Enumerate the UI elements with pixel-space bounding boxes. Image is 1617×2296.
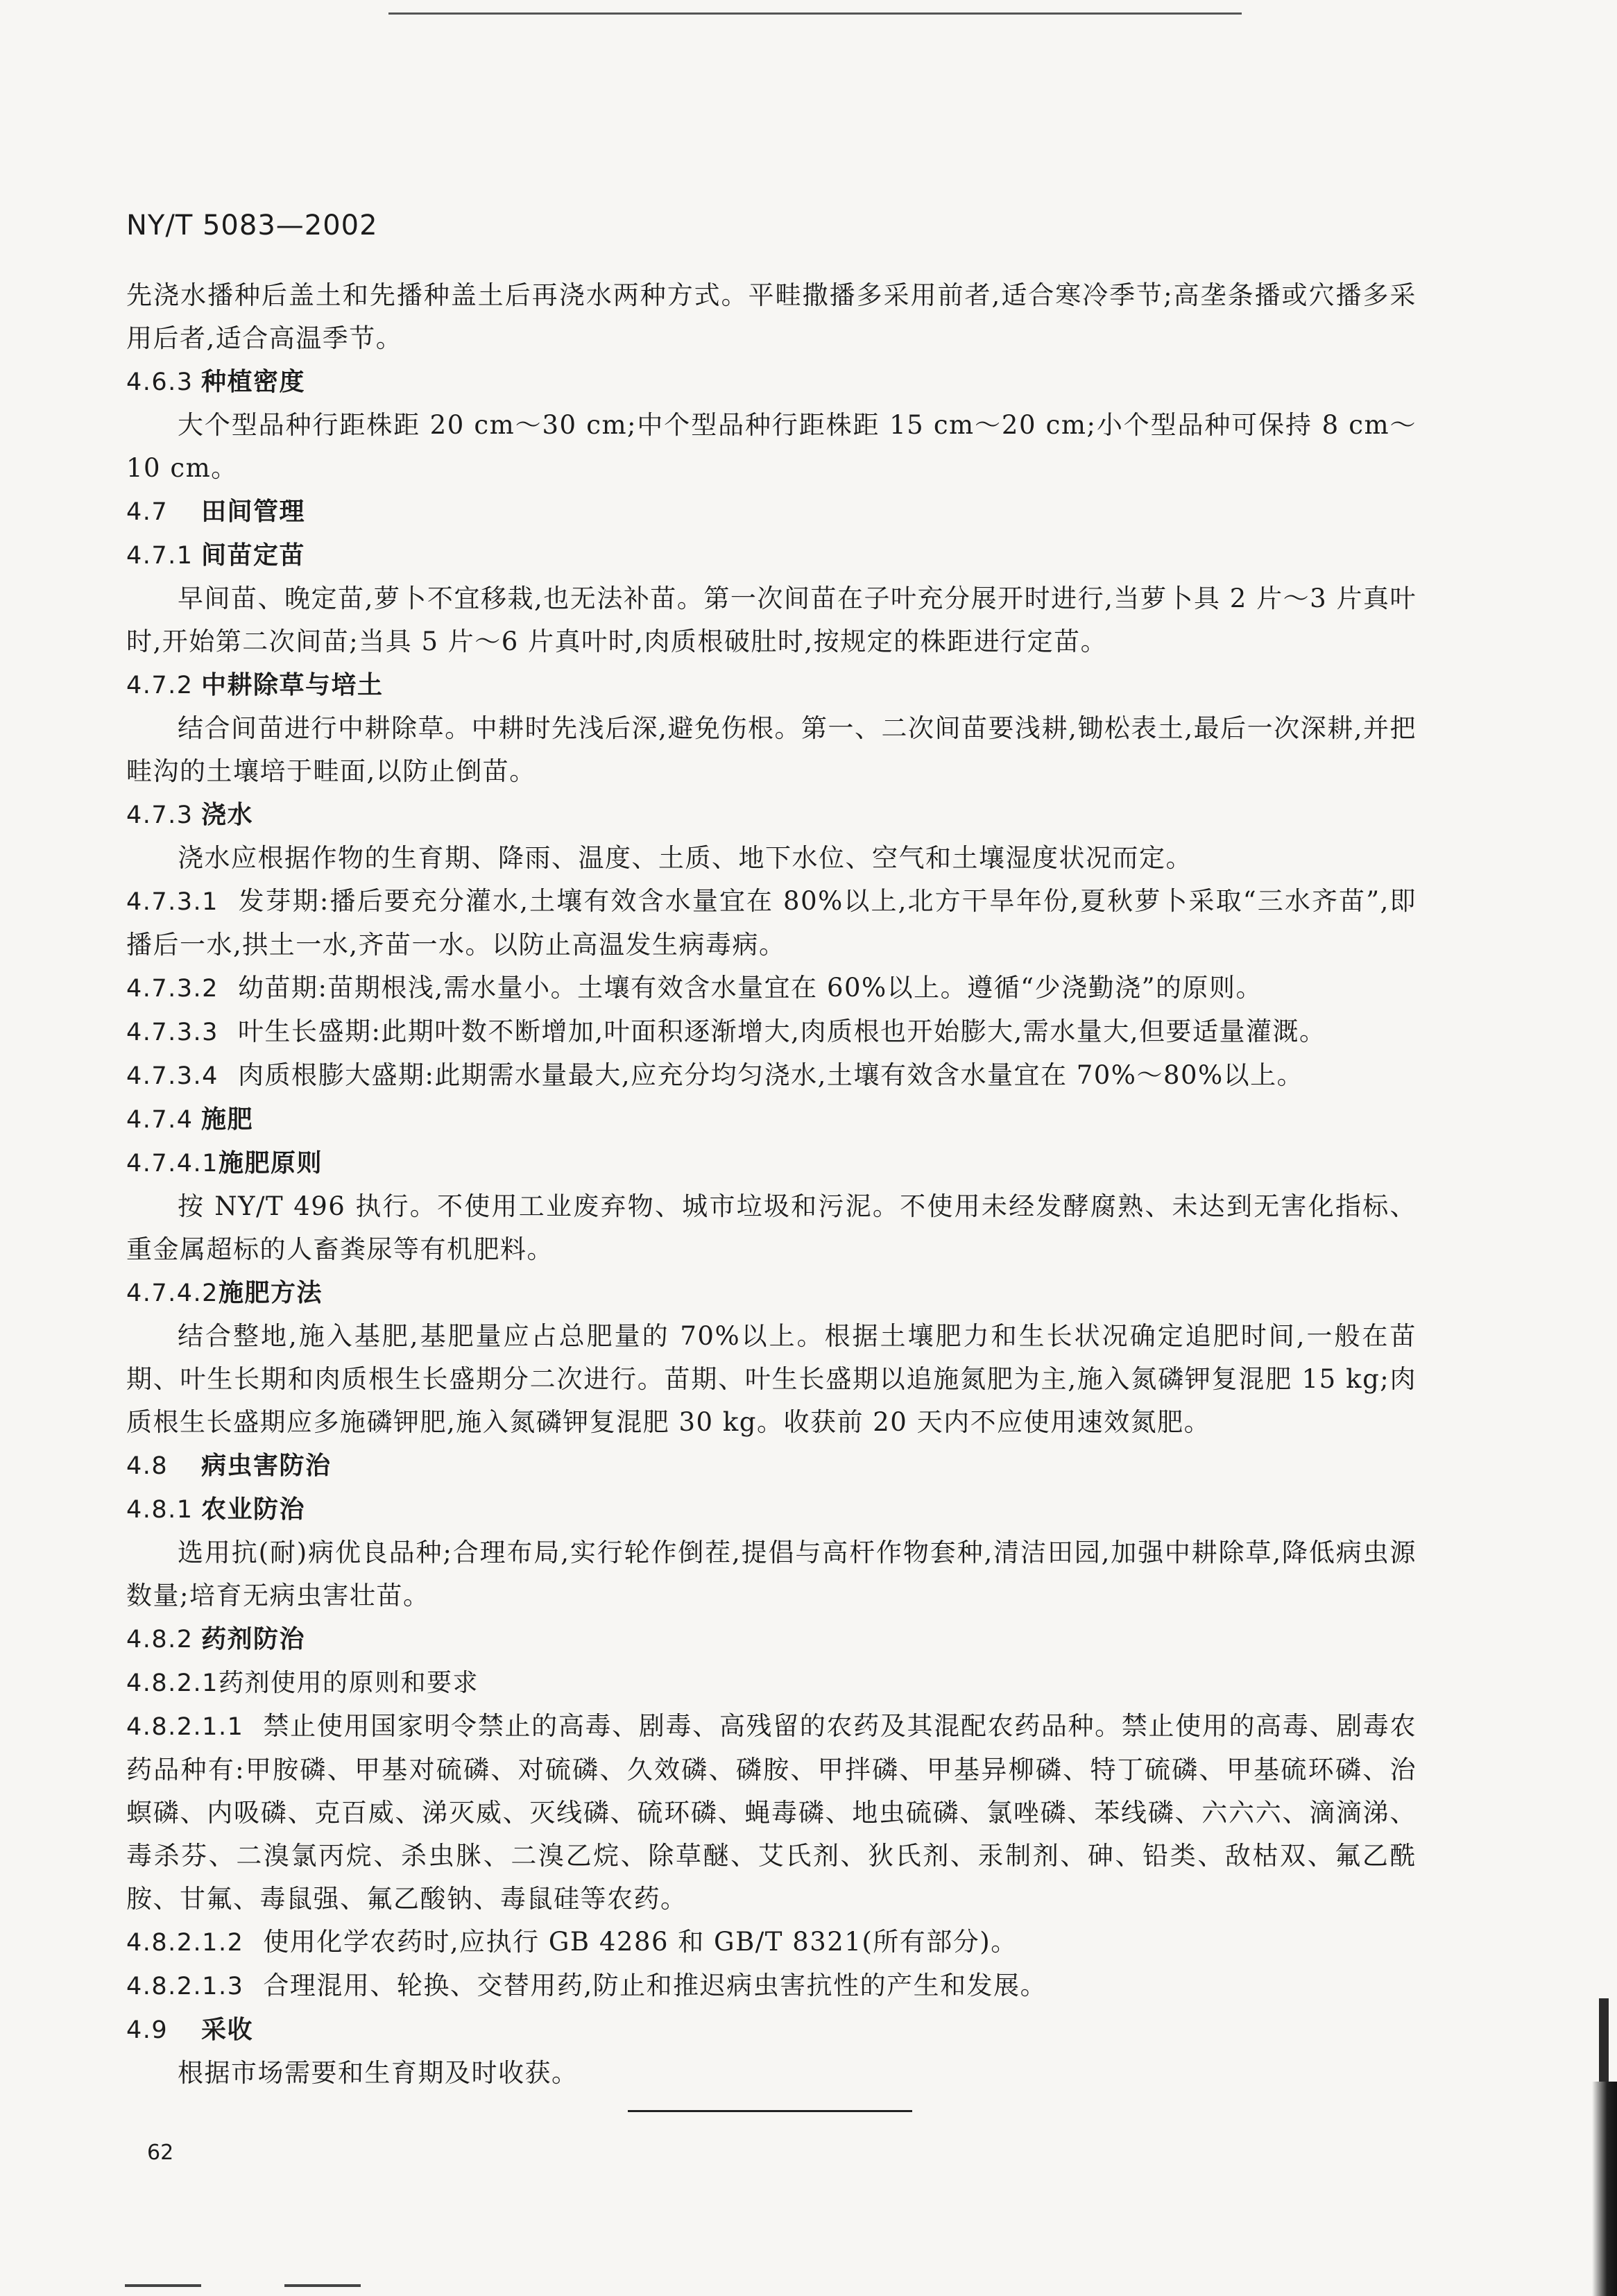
section-number: 4.8 [126, 1452, 169, 1480]
section-heading [126, 1661, 1417, 1705]
page-number: 62 [147, 2141, 174, 2165]
section-title: 田间管理 [201, 498, 306, 526]
section-number: 4.7.2 [126, 672, 194, 699]
numbered-clause [126, 967, 1417, 1010]
scan-edge-mark [1599, 1998, 1609, 2082]
section-title: 采收 [201, 2016, 254, 2044]
section-heading [126, 490, 1417, 534]
section-heading [126, 1141, 1417, 1185]
section-number: 4.7.1 [126, 542, 194, 570]
section-title: 药剂防治 [201, 1625, 306, 1653]
section-title: 农业防治 [201, 1495, 306, 1524]
numbered-clause [126, 1921, 1417, 1964]
paragraph: 结合整地,施入基肥,基肥量应占总肥量的 70%以上。根据土壤肥力和生长状况确定追肥时间,一般在苗期、叶生长期和肉质根生长盛期分二次进行。苗期、叶生长盛期以追施氮肥为主,施入氮磷钾复混肥 15 kg;肉质根生长盛期应多施磷钾肥,施入氮磷钾复混肥 30 kg。收获前 20 天内不应使用速效氮肥。 [126, 1321, 1417, 1437]
section-heading [126, 1098, 1417, 1141]
section-title: 种植密度 [201, 368, 306, 396]
numbered-clause [126, 1010, 1417, 1054]
clause-number: 4.8.2.1.3 [126, 1973, 244, 2000]
clause-text: 肉质根膨大盛期:此期需水量最大,应充分均匀浇水,土壤有效含水量宜在 70%～80%以上。 [237, 1060, 1304, 1090]
numbered-clause [126, 1054, 1417, 1098]
section-number: 4.7.4 [126, 1106, 194, 1134]
end-rule [628, 2110, 912, 2112]
section-heading [126, 793, 1417, 837]
scan-bottom-mark [125, 2284, 201, 2287]
clause-text: 幼苗期:苗期根浅,需水量小。土壤有效含水量宜在 60%以上。遵循“少浇勤浇”的原则。 [237, 973, 1263, 1003]
paragraph: 选用抗(耐)病优良品种;合理布局,实行轮作倒茬,提倡与高杆作物套种,清洁田园,加强中耕除草,降低病虫源数量;培育无病虫害壮苗。 [126, 1538, 1417, 1610]
section-number: 4.7.3 [126, 801, 194, 829]
numbered-clause [126, 1705, 1417, 1921]
paragraph: 浇水应根据作物的生育期、降雨、温度、土质、地下水位、空气和土壤湿度状况而定。 [178, 843, 1192, 873]
section-title: 间苗定苗 [201, 541, 306, 570]
section-title: 病虫害防治 [201, 1452, 332, 1480]
section-number: 4.7.4.2 [126, 1279, 219, 1307]
section-title: 中耕除草与培土 [201, 671, 384, 699]
paragraph: 早间苗、晚定苗,萝卜不宜移栽,也无法补苗。第一次间苗在子叶充分展开时进行,当萝卜具 2 片～3 片真叶时,开始第二次间苗;当具 5 片～6 片真叶时,肉质根破肚时,按规定的株距进行定苗。 [126, 584, 1417, 656]
numbered-clause [126, 880, 1417, 967]
clause-number: 4.8.2.1.2 [126, 1929, 244, 1957]
section-heading [126, 1444, 1417, 1488]
paragraph: 先浇水播种后盖土和先播种盖土后再浇水两种方式。平畦撒播多采用前者,适合寒冷季节;高垄条播或穴播多采用后者,适合高温季节。 [126, 280, 1417, 353]
section-number: 4.8.2 [126, 1626, 194, 1653]
clause-number: 4.8.2.1.1 [126, 1713, 244, 1741]
section-heading [126, 360, 1417, 404]
clause-text: 合理混用、轮换、交替用药,防止和推迟病虫害抗性的产生和发展。 [263, 1971, 1047, 2000]
section-number: 4.9 [126, 2016, 169, 2044]
section-number: 4.8.1 [126, 1496, 194, 1524]
numbered-clause [126, 1964, 1417, 2008]
clause-text: 叶生长盛期:此期叶数不断增加,叶面积逐渐增大,肉质根也开始膨大,需水量大,但要适量灌溉。 [237, 1017, 1326, 1046]
section-heading [126, 1271, 1417, 1315]
section-heading [126, 534, 1417, 577]
clause-text: 使用化学农药时,应执行 GB 4286 和 GB/T 8321(所有部分)。 [263, 1927, 1018, 1957]
clause-text: 禁止使用国家明令禁止的高毒、剧毒、高残留的农药及其混配农药品种。禁止使用的高毒、剧毒农药品种有:甲胺磷、甲基对硫磷、对硫磷、久效磷、磷胺、甲拌磷、甲基异柳磷、特丁硫磷、甲基硫环磷、治螟磷、内吸磷、克百威、涕灭威、灭线磷、硫环磷、蝇毒磷、地虫硫磷、氯唑磷、苯线磷、六六六、滴滴涕、毒杀芬、二溴氯丙烷、杀虫脒、二溴乙烷、除草醚、艾氏剂、狄氏剂、汞制剂、砷、铅类、敌枯双、氟乙酰胺、甘氟、毒鼠强、氟乙酸钠、毒鼠硅等农药。 [126, 1711, 1417, 1914]
scan-bottom-mark [284, 2284, 361, 2287]
paragraph: 按 NY/T 496 执行。不使用工业废弃物、城市垃圾和污泥。不使用未经发酵腐熟、未达到无害化指标、重金属超标的人畜粪尿等有机肥料。 [126, 1191, 1417, 1264]
clause-text: 发芽期:播后要充分灌水,土壤有效含水量宜在 80%以上,北方干旱年份,夏秋萝卜采取“三水齐苗”,即播后一水,拱土一水,齐苗一水。以防止高温发生病毒病。 [126, 886, 1417, 960]
scan-edge-shadow [1592, 2082, 1617, 2296]
paragraph: 大个型品种行距株距 20 cm～30 cm;中个型品种行距株距 15 cm～20 cm;小个型品种可保持 8 cm～10 cm。 [126, 410, 1417, 483]
clause-number: 4.7.3.2 [126, 975, 219, 1003]
standard-code-header: NY/T 5083—2002 [126, 210, 378, 241]
section-title: 浇水 [201, 801, 254, 829]
section-title: 施肥原则 [218, 1149, 323, 1177]
paragraph: 结合间苗进行中耕除草。中耕时先浅后深,避免伤根。第一、二次间苗要浅耕,锄松表土,最后一次深耕,并把畦沟的土壤培于畦面,以防止倒苗。 [126, 713, 1417, 786]
top-scan-rule [388, 12, 1242, 15]
section-title: 药剂使用的原则和要求 [218, 1669, 479, 1697]
section-heading [126, 663, 1417, 707]
section-heading [126, 2008, 1417, 2052]
section-number: 4.7 [126, 498, 169, 526]
section-number: 4.8.2.1 [126, 1669, 219, 1697]
section-heading [126, 1617, 1417, 1661]
section-title: 施肥方法 [218, 1279, 323, 1307]
clause-number: 4.7.3.4 [126, 1062, 219, 1090]
section-heading [126, 1488, 1417, 1531]
section-number: 4.6.3 [126, 368, 194, 396]
document-body [126, 274, 1417, 2095]
section-number: 4.7.4.1 [126, 1150, 219, 1177]
section-title: 施肥 [201, 1105, 254, 1134]
clause-number: 4.7.3.3 [126, 1019, 219, 1046]
paragraph: 根据市场需要和生育期及时收获。 [178, 2058, 579, 2088]
clause-number: 4.7.3.1 [126, 888, 219, 916]
